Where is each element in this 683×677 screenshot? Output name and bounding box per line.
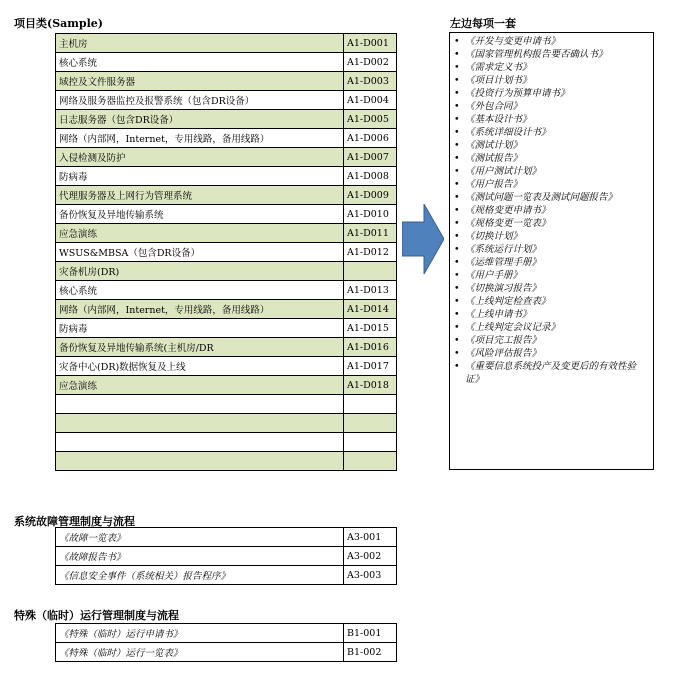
table-row [56, 167, 397, 186]
list-item: • 《上线判定会议记录》 [454, 321, 649, 334]
row-code-cell: A3-002 [344, 547, 397, 566]
row-code-cell: B1-002 [344, 643, 397, 662]
table-row [56, 357, 397, 376]
row-code-cell: A1-D003 [344, 72, 397, 91]
list-item: • 《测试问题一览表及测试问题报告》 [454, 191, 649, 204]
row-name-cell: 《特殊（临时）运行一览表》 [56, 643, 344, 662]
table-row [56, 129, 397, 148]
table-row [56, 224, 397, 243]
table-row [56, 624, 397, 643]
list-item: • 《测试报告》 [454, 152, 649, 165]
table-row [56, 186, 397, 205]
row-name-cell: 应急演练 [56, 376, 344, 395]
list-item: • 《切换计划》 [454, 230, 649, 243]
row-code-cell: A3-003 [344, 566, 397, 585]
table-row [56, 243, 397, 262]
table-row [56, 53, 397, 72]
row-code-cell: A3-001 [344, 528, 397, 547]
list-item: • 《用户测试计划》 [454, 165, 649, 178]
row-code-cell: A1-D005 [344, 110, 397, 129]
table-row [56, 338, 397, 357]
document-list [454, 35, 649, 386]
row-name-cell [56, 414, 344, 433]
row-name-cell: 《故障一览表》 [56, 528, 344, 547]
row-name-cell: 入侵检测及防护 [56, 148, 344, 167]
table-row [56, 72, 397, 91]
row-name-cell: 《特殊（临时）运行申请书》 [56, 624, 344, 643]
row-name-cell [56, 452, 344, 471]
table-row [56, 91, 397, 110]
list-item: • 《项目完工报告》 [454, 334, 649, 347]
row-name-cell: 灾备机房(DR) [56, 262, 344, 281]
row-code-cell: A1-D009 [344, 186, 397, 205]
list-item: • 《上线判定检查表》 [454, 295, 649, 308]
row-code-cell [344, 414, 397, 433]
list-item: • 《重要信息系统投产及变更后的有效性验证》 [454, 360, 649, 386]
row-name-cell: 备份恢复及异地传输系统(主机房/DR [56, 338, 344, 357]
table-row [56, 110, 397, 129]
row-code-cell: A1-D011 [344, 224, 397, 243]
table-row [56, 148, 397, 167]
row-name-cell: 日志服务器（包含DR设备） [56, 110, 344, 129]
row-code-cell: A1-D015 [344, 319, 397, 338]
row-name-cell: 代理服务器及上网行为管理系统 [56, 186, 344, 205]
row-name-cell: WSUS&MBSA（包含DR设备） [56, 243, 344, 262]
table-row [56, 205, 397, 224]
row-name-cell: 网络（内部网，Internet，专用线路，备用线路） [56, 129, 344, 148]
right-panel-title: 左边每项一套 [450, 17, 516, 30]
row-code-cell: A1-D006 [344, 129, 397, 148]
list-item: • 《系统运行计划》 [454, 243, 649, 256]
project-section-title: 项目类(Sample) [14, 17, 103, 30]
row-code-cell [344, 452, 397, 471]
table-row [56, 433, 397, 452]
table-row [56, 643, 397, 662]
row-code-cell [344, 262, 397, 281]
list-item: • 《开发与变更申请书》 [454, 35, 649, 48]
fault-section-title: 系统故障管理制度与流程 [14, 515, 135, 528]
list-item: • 《规格变更申请书》 [454, 204, 649, 217]
table-row [56, 262, 397, 281]
right-arrow-icon [402, 204, 444, 274]
row-name-cell: 应急演练 [56, 224, 344, 243]
special-table [55, 623, 397, 662]
table-row [56, 414, 397, 433]
document-list-box [449, 32, 654, 470]
row-name-cell: 核心系统 [56, 53, 344, 72]
table-row [56, 34, 397, 53]
row-code-cell: A1-D018 [344, 376, 397, 395]
row-code-cell [344, 395, 397, 414]
row-code-cell: A1-D004 [344, 91, 397, 110]
table-row [56, 395, 397, 414]
list-item: • 《国家管理机构报告要否确认书》 [454, 48, 649, 61]
list-item: • 《风险评估报告》 [454, 347, 649, 360]
row-code-cell: A1-D014 [344, 300, 397, 319]
row-name-cell: 网络（内部网，Internet，专用线路，备用线路） [56, 300, 344, 319]
table-row [56, 547, 397, 566]
row-name-cell: 核心系统 [56, 281, 344, 300]
row-code-cell: A1-D013 [344, 281, 397, 300]
table-row [56, 528, 397, 547]
row-name-cell: 防病毒 [56, 167, 344, 186]
list-item: • 《需求定义书》 [454, 61, 649, 74]
list-item: • 《用户手册》 [454, 269, 649, 282]
list-item: • 《系统详细设计书》 [454, 126, 649, 139]
list-item: • 《测试计划》 [454, 139, 649, 152]
row-code-cell: B1-001 [344, 624, 397, 643]
table-row [56, 452, 397, 471]
special-section-title: 特殊（临时）运行管理制度与流程 [14, 609, 179, 622]
fault-table [55, 527, 397, 585]
row-code-cell: A1-D016 [344, 338, 397, 357]
list-item: • 《上线申请书》 [454, 308, 649, 321]
row-name-cell: 防病毒 [56, 319, 344, 338]
row-name-cell: 《故障报告书》 [56, 547, 344, 566]
list-item: • 《项目计划书》 [454, 74, 649, 87]
row-name-cell [56, 433, 344, 452]
table-row [56, 566, 397, 585]
row-name-cell: 域控及文件服务器 [56, 72, 344, 91]
row-name-cell: 灾备中心(DR)数据恢复及上线 [56, 357, 344, 376]
row-name-cell: 主机房 [56, 34, 344, 53]
row-code-cell: A1-D012 [344, 243, 397, 262]
table-row [56, 319, 397, 338]
row-name-cell: 网络及服务器监控及报警系统（包含DR设备） [56, 91, 344, 110]
list-item: • 《用户报告》 [454, 178, 649, 191]
row-code-cell: A1-D008 [344, 167, 397, 186]
list-item: • 《规格变更一览表》 [454, 217, 649, 230]
table-row [56, 281, 397, 300]
list-item: • 《外包合同》 [454, 100, 649, 113]
row-code-cell: A1-D007 [344, 148, 397, 167]
row-name-cell: 《信息安全事件（系统相关）报告程序》 [56, 566, 344, 585]
row-code-cell: A1-D017 [344, 357, 397, 376]
table-row [56, 376, 397, 395]
list-item: • 《投资行为预算申请书》 [454, 87, 649, 100]
list-item: • 《基本设计书》 [454, 113, 649, 126]
project-table [55, 33, 397, 471]
row-code-cell: A1-D010 [344, 205, 397, 224]
table-row [56, 300, 397, 319]
row-code-cell [344, 433, 397, 452]
list-item: • 《运维管理手册》 [454, 256, 649, 269]
list-item: • 《切换演习报告》 [454, 282, 649, 295]
row-name-cell [56, 395, 344, 414]
row-name-cell: 备份恢复及异地传输系统 [56, 205, 344, 224]
row-code-cell: A1-D002 [344, 53, 397, 72]
row-code-cell: A1-D001 [344, 34, 397, 53]
